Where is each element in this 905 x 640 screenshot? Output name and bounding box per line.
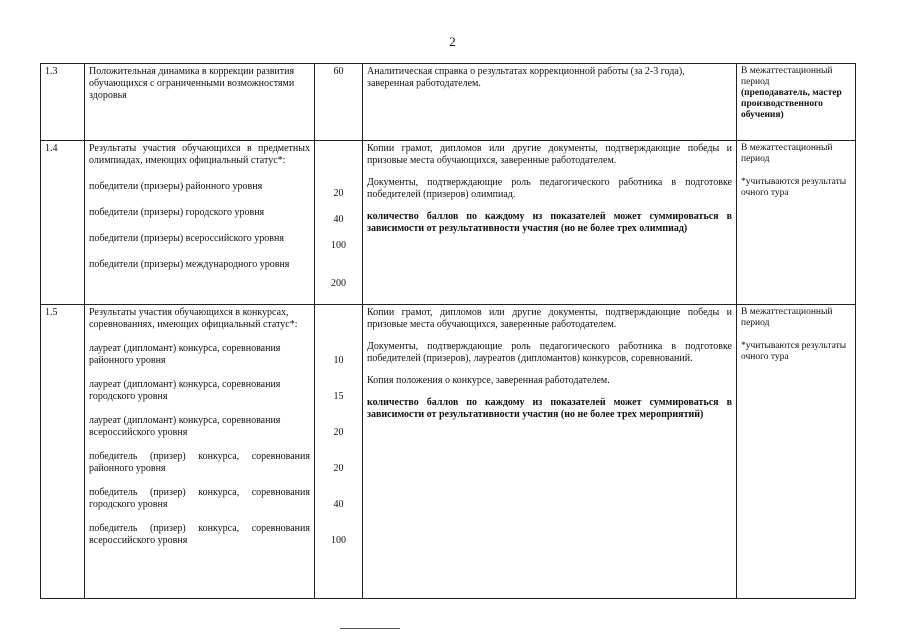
points-cell xyxy=(315,305,363,599)
evidence-text: Копии грамот, дипломов или другие документы, подтверждающие победы и призовые места обучающихся, заверенные работодателем. xyxy=(367,307,732,330)
criterion-cell xyxy=(85,141,315,305)
criterion-text: Положительная динамика в коррекции развития обучающихся с ограниченными возможностями здоровья xyxy=(85,64,315,141)
criterion-cell xyxy=(85,305,315,599)
evidence-cell xyxy=(363,305,737,599)
period-cell xyxy=(737,305,856,599)
period-note: *учитываются результаты очного тура xyxy=(741,341,847,362)
evidence-text: Документы, подтверждающие роль педагогического работника в подготовке победителей (призеров) олимпиад. xyxy=(367,177,732,200)
period-text: В межаттестационный период xyxy=(741,143,833,164)
points-value: 20 xyxy=(333,188,344,199)
period-text: В межаттестационный период xyxy=(741,307,833,328)
contest-item: победитель (призер) конкурса, соревнования всероссийского уровня xyxy=(89,523,310,546)
scan-mark xyxy=(340,628,400,629)
points-value: 20 xyxy=(333,427,344,438)
table-row-1-4 xyxy=(41,141,856,305)
points-value: 10 xyxy=(333,355,344,366)
evidence-text: Документы, подтверждающие роль педагогического работника в подготовке победителей (призеров), лауреатов (дипломантов) конкурсов, соревнований. xyxy=(367,341,732,364)
row-id: 1.3 xyxy=(41,64,85,141)
evidence-text: Аналитическая справка о результатах коррекционной работы (за 2-3 года), заверенная работодателем. xyxy=(363,64,737,141)
points-value: 15 xyxy=(333,391,344,402)
points-value: 100 xyxy=(331,240,346,251)
table-row-1-5 xyxy=(41,305,856,599)
evidence-text: Копии грамот, дипломов или другие документы, подтверждающие победы и призовые места обучающихся, заверенные работодателем. xyxy=(367,143,732,166)
contest-item: лауреат (дипломант) конкурса, соревнования районного уровня xyxy=(89,343,281,366)
criteria-table xyxy=(40,63,856,599)
period-cell xyxy=(737,64,856,141)
points-value: 200 xyxy=(331,278,346,289)
contest-item: победитель (призер) конкурса, соревнования городского уровня xyxy=(89,487,310,510)
period-note: *учитываются результаты очного тура xyxy=(741,177,847,198)
evidence-note: количество баллов по каждому из показателей может суммироваться в зависимости от результативности участия (но не более трех мероприятий) xyxy=(367,397,732,420)
olympiad-item: победители (призеры) международного уровня xyxy=(89,259,290,270)
points-value: 20 xyxy=(333,463,344,474)
points-value: 40 xyxy=(333,214,344,225)
olympiad-item: победители (призеры) городского уровня xyxy=(89,207,265,218)
page-number: 2 xyxy=(449,34,456,49)
criterion-text: Результаты участия обучающихся в конкурсах, соревнованиях, имеющих официальный статус*: xyxy=(89,307,298,330)
row-id: 1.5 xyxy=(41,305,85,599)
period-cell xyxy=(737,141,856,305)
points-value: 100 xyxy=(331,535,346,546)
points-value: 40 xyxy=(333,499,344,510)
evidence-text: Копия положения о конкурсе, заверенная работодателем. xyxy=(367,375,610,386)
period-role: (преподаватель, мастер производственного обучения) xyxy=(741,88,842,120)
olympiad-item: победители (призеры) районного уровня xyxy=(89,181,263,192)
evidence-note: количество баллов по каждому из показателей может суммироваться в зависимости от результативности участия (но не более трех олимпиад) xyxy=(367,211,732,234)
points-cell xyxy=(315,141,363,305)
evidence-cell xyxy=(363,141,737,305)
contest-item: лауреат (дипломант) конкурса, соревнования всероссийского уровня xyxy=(89,415,281,438)
table-row-1-3 xyxy=(41,64,856,141)
criterion-text: Результаты участия обучающихся в предметных олимпиадах, имеющих официальный статус*: xyxy=(89,143,310,166)
contest-item: лауреат (дипломант) конкурса, соревнования городского уровня xyxy=(89,379,281,402)
period-text: В межаттестационный период xyxy=(741,66,833,87)
contest-item: победитель (призер) конкурса, соревнования районного уровня xyxy=(89,451,310,474)
points-cell: 60 xyxy=(315,64,363,141)
olympiad-item: победители (призеры) всероссийского уровня xyxy=(89,233,284,244)
row-id: 1.4 xyxy=(41,141,85,305)
